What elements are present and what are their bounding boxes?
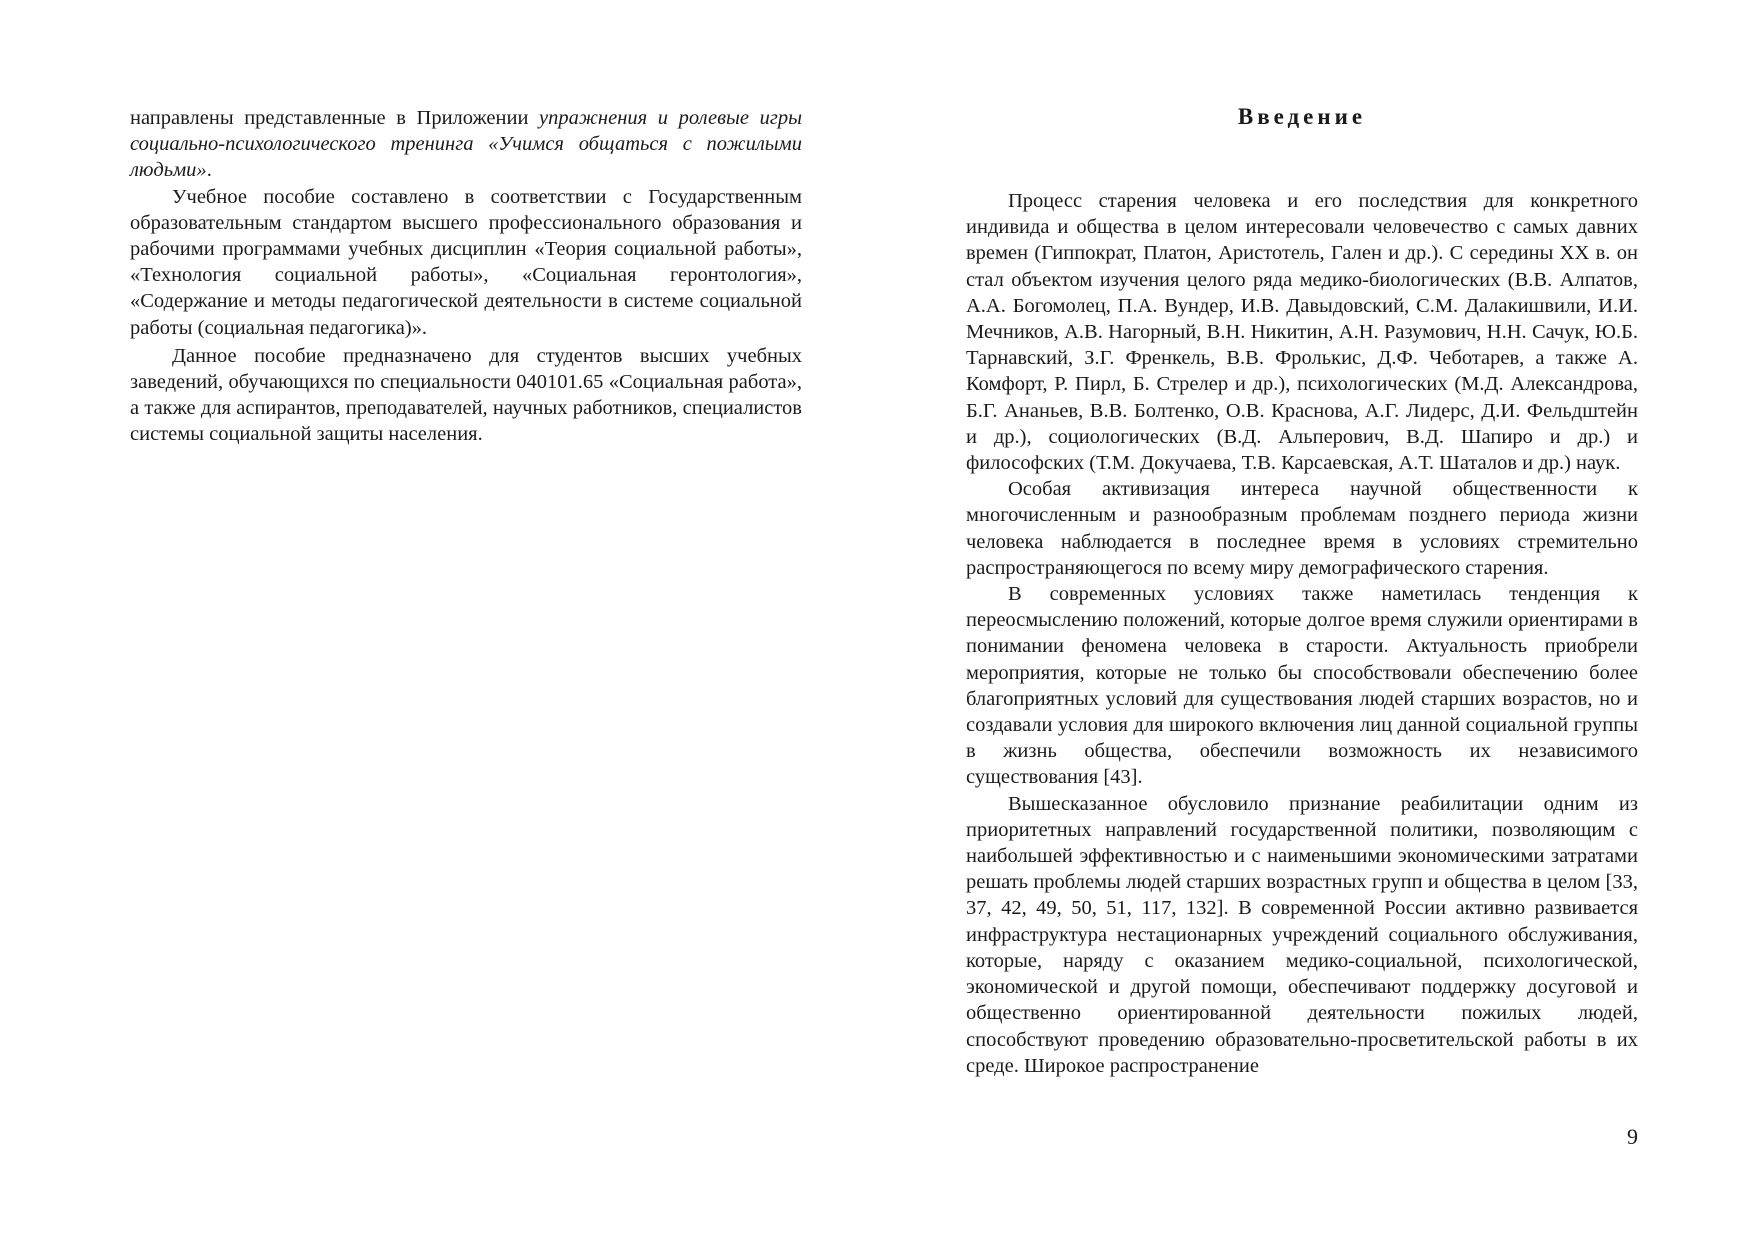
right-paragraph-1: Процесс старения человека и его последствия для конкретного индивида и общества в целом интересовали человечество с самых давних времен (Гиппократ, Платон, Аристотель, Гален и др.). С середины XX в. он стал объектом изучения целого ряда медико-биологических (В.В. Алпатов, А.А. Богомолец, П.А. Вундер, И.В. Давыдовский, С.М. Далакишвили, И.И. Мечников, А.В. Нагорный, В.Н. Никитин, А.Н. Разумович, Н.Н. Сачук, Ю.Б. Тарнавский, З.Г. Френкель, В.В. Фролькис, Д.Ф. Чеботарев, а также А. Комфорт, Р. Пирл, Б. Стрелер и др.), психологических (М.Д. Александрова, Б.Г. Ананьев, В.В. Болтенко, О.В. Краснова, А.Г. Лидерс, Д.И. Фельдштейн и др.), социологических (В.Д. Альперович, В.Д. Шапиро и др.) и философских (Т.М. Докучаева, Т.В. Карсаевская, А.Т. Шаталов и др.) наук. [966,190,1638,475]
right-paragraph-4: Вышесказанное обусловило признание реабилитации одним из приоритетных направлений государственной политики, позволяющим с наибольшей эффективностью и с наименьшими экономическими затратами решать проблемы людей старших возрастных групп и общества в целом [33, 37, 42, 49, 50, 51, 117, 132]. В современной России активно развивается инфраструктура нестационарных учреждений социального обслуживания, которые, наряду с оказанием медико-социальной, психологической, экономической и другой помощи, обеспечивают поддержку досуговой и общественно ориентированной деятельности пожилых людей, способствуют проведению образовательно-просветительской работы в их среде. Широкое распространение [966,792,1638,1077]
section-heading: Введение [1237,104,1367,129]
left-paragraph-3: Данное пособие предназначено для студентов высших учебных заведений, обучающихся по специальности 040101.65 «Социальная работа», а также для аспирантов, преподавателей, научных работников, специалистов системы социальной защиты населения. [130,344,802,446]
left-paragraph-1-italic: упражнения и ролевые игры социально-психологического тренинга «Учимся общаться с пожилыми людьми» [130,107,802,182]
left-paragraph-1 [130,105,802,184]
page-number: 9 [1627,1124,1638,1149]
left-page [130,0,802,1240]
right-paragraph-2: Особая активизация интереса научной общественности к многочисленным и разнообразным проблемам позднего периода жизни человека наблюдается в последнее время в условиях стремительно распространяющегося по всему миру демографического старения. [966,478,1638,579]
left-page-text [130,105,802,448]
left-paragraph-1-prefix: направлены представленные в Приложении [130,107,540,129]
right-page-text [966,188,1638,1079]
right-paragraph-3: В современных условиях также наметилась тенденция к переосмыслению положений, которые долгое время служили ориентирами в понимании феномена человека в старости. Актуальность приобрели мероприятия, которые не только бы способствовали обеспечению более благоприятных условий для существования людей старших возрастов, но и создавали условия для широкого включения лиц данной социальной группы в жизнь общества, обеспечили возможность их независимого существования [43]. [966,583,1638,789]
left-paragraph-2: Учебное пособие составлено в соответствии с Государственным образовательным стандартом высшего профессионального образования и рабочими программами учебных дисциплин «Теория социальной работы», «Технология социальной работы», «Социальная геронтология», «Содержание и методы педагогической деятельности в системе социальной работы (социальная педагогика)». [130,185,802,339]
left-paragraph-1-suffix: . [206,159,212,182]
right-page [966,0,1638,1240]
